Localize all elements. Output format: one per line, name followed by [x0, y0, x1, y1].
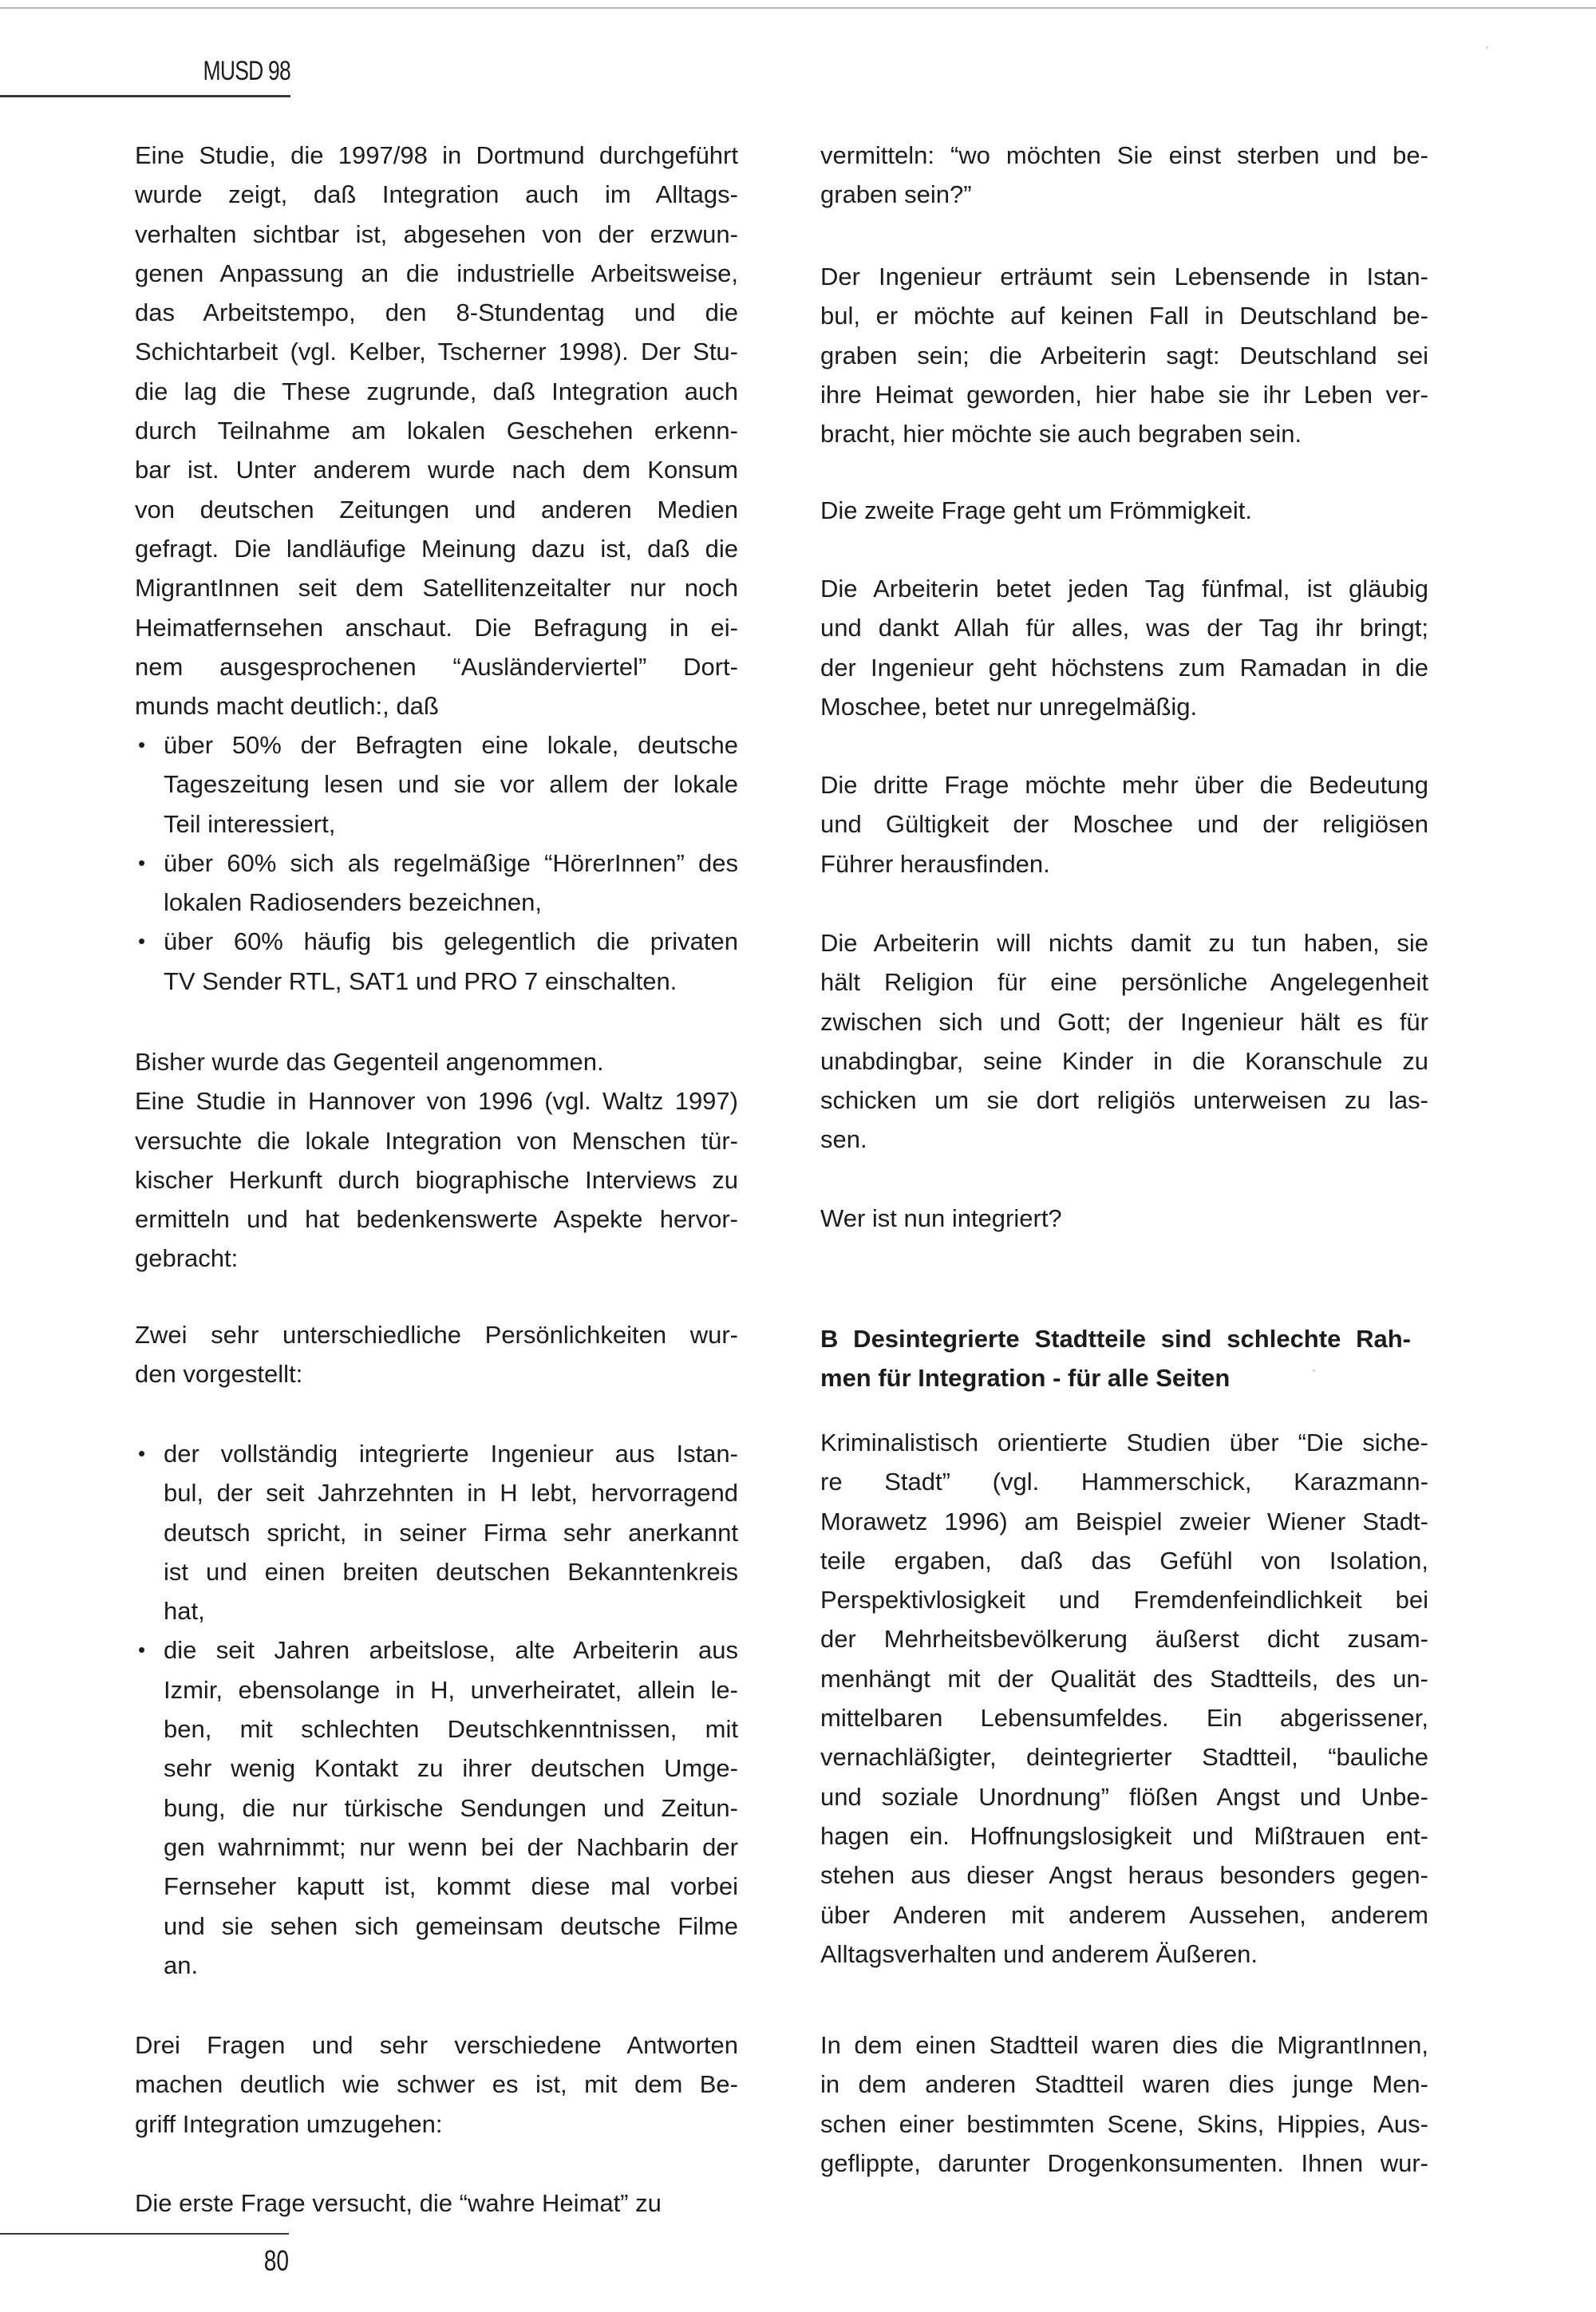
bullet-item	[135, 922, 738, 1001]
text-line: wurde zeigt, daß Integration auch im Alltags-	[135, 180, 738, 209]
text-line: schen einer bestimmten Scene, Skins, Hippies, Aus-	[820, 2109, 1428, 2138]
text-line: von deutschen Zeitungen und anderen Medien	[135, 495, 738, 524]
text-line: TV Sender RTL, SAT1 und PRO 7 einschalten.	[164, 966, 678, 995]
text-line: versuchte die lokale Integration von Menschen tür-	[135, 1126, 738, 1155]
text-line: und soziale Unordnung” flößen Angst und Unbe-	[820, 1782, 1428, 1811]
right-paragraph-7	[820, 1199, 1428, 1238]
text-line: bracht, hier möchte sie auch begraben sein.	[820, 420, 1302, 449]
text-line: über 60% sich als regelmäßige “HörerInnen” des	[164, 848, 738, 877]
text-line: machen deutlich wie schwer es ist, mit dem Be-	[135, 2070, 738, 2099]
left-paragraph-2	[135, 1042, 738, 1279]
text-line: an.	[164, 1950, 199, 1979]
left-paragraph-5	[135, 2184, 738, 2223]
text-line: kischer Herkunft durch biographische Interviews zu	[135, 1165, 738, 1194]
bullet-icon: •	[138, 1441, 146, 1465]
text-line: Schichtarbeit (vgl. Kelber, Tscherner 1998). Der Stu-	[135, 338, 738, 366]
text-line: nem ausgesprochenen “Ausländerviertel” Dort-	[135, 652, 738, 681]
text-line: Alltagsverhalten und anderem Äußeren.	[820, 1939, 1258, 1968]
text-line: In dem einen Stadtteil waren dies die MigrantInnen,	[820, 2031, 1428, 2059]
text-line: in dem anderen Stadtteil waren dies junge Men-	[820, 2070, 1428, 2099]
bullet-icon: •	[138, 929, 146, 954]
text-line: Perspektivlosigkeit und Fremdenfeindlichkeit bei	[820, 1586, 1428, 1614]
right-paragraph-2	[820, 257, 1428, 453]
text-line: Eine Studie in Hannover von 1996 (vgl. Waltz 1997)	[135, 1087, 738, 1116]
left-paragraph-1	[135, 136, 738, 725]
text-line: bul, er möchte auf keinen Fall in Deutschland be-	[820, 302, 1428, 330]
text-line: genen Anpassung an die industrielle Arbeitsweise,	[135, 259, 738, 287]
text-line: der vollständig integrierte Ingenieur aus Istan-	[164, 1440, 738, 1468]
text-line: ist und einen breiten deutschen Bekanntenkreis	[164, 1557, 738, 1586]
page-number: 80	[263, 2244, 289, 2277]
text-line: MigrantInnen seit dem Satellitenzeitalter nur noch	[135, 574, 738, 603]
text-line: mittelbaren Lebensumfeldes. Ein abgerissener,	[820, 1704, 1428, 1733]
text-line: die seit Jahren arbeitslose, alte Arbeiterin aus	[164, 1636, 738, 1665]
text-line: Die zweite Frage geht um Frömmigkeit.	[820, 496, 1252, 524]
text-line: ben, mit schlechten Deutschkenntnissen, mit	[164, 1715, 738, 1744]
scan-speck	[1313, 1369, 1315, 1372]
right-paragraph-6	[820, 923, 1428, 1160]
bullet-item	[135, 844, 738, 923]
text-line: Eine Studie, die 1997/98 in Dortmund durchgeführt	[135, 141, 738, 169]
left-bullet-list-2	[135, 1434, 738, 1985]
text-line: ihre Heimat geworden, hier habe sie ihr Leben ver-	[820, 380, 1428, 409]
text-line: vernachläßigter, deintegrierter Stadtteil, “bauliche	[820, 1743, 1428, 1772]
bullet-item	[135, 1630, 738, 1985]
scan-top-edge	[0, 7, 1596, 9]
bullet-icon: •	[138, 1638, 146, 1662]
bullet-icon: •	[138, 733, 146, 757]
right-paragraph-1	[820, 136, 1428, 215]
text-line: sehr wenig Kontakt zu ihrer deutschen Umge-	[164, 1754, 738, 1783]
text-line: men für Integration - für alle Seiten	[820, 1364, 1231, 1393]
text-line: teile ergaben, daß das Gefühl von Isolation,	[820, 1546, 1428, 1575]
text-line: Morawetz 1996) am Beispiel zweier Wiener Stadt-	[820, 1507, 1428, 1535]
right-paragraph-8	[820, 1423, 1428, 1974]
text-line: munds macht deutlich:, daß	[135, 692, 439, 721]
text-line: bung, die nur türkische Sendungen und Zeitun-	[164, 1793, 738, 1822]
text-line: Wer ist nun integriert?	[820, 1204, 1062, 1232]
text-line: und sie sehen sich gemeinsam deutsche Filme	[164, 1911, 738, 1940]
text-line: gebracht:	[135, 1244, 239, 1273]
text-line: und dankt Allah für alles, was der Tag ihr bringt;	[820, 614, 1428, 642]
text-line: Bisher wurde das Gegenteil angenommen.	[135, 1048, 604, 1076]
text-line: unabdingbar, seine Kinder in die Koranschule zu	[820, 1046, 1428, 1075]
left-paragraph-3	[135, 1315, 738, 1394]
bullet-item	[135, 725, 738, 844]
scan-speck	[1486, 46, 1488, 49]
running-head: MUSD 98	[203, 56, 290, 86]
text-line: stehen aus dieser Angst heraus besonders gegen-	[820, 1861, 1428, 1890]
text-line: Die dritte Frage möchte mehr über die Bedeutung	[820, 771, 1428, 799]
text-line: B Desintegrierte Stadtteile sind schlechte Rah-	[820, 1325, 1411, 1353]
text-line: hagen ein. Hoffnungslosigkeit und Mißtrauen ent-	[820, 1821, 1428, 1850]
text-line: Zwei sehr unterschiedliche Persönlichkeiten wur-	[135, 1321, 738, 1349]
text-line: die lag die These zugrunde, daß Integration auch	[135, 377, 738, 405]
left-paragraph-4	[135, 2025, 738, 2144]
text-line: Die Arbeiterin betet jeden Tag fünfmal, ist gläubig	[820, 575, 1428, 603]
text-line: der Mehrheitsbevölkerung äußerst dicht zusam-	[820, 1625, 1428, 1654]
text-line: griff Integration umzugehen:	[135, 2109, 443, 2138]
text-line: Die erste Frage versucht, die “wahre Heimat” zu	[135, 2189, 662, 2217]
text-line: Tageszeitung lesen und sie vor allem der lokale	[164, 770, 738, 799]
text-line: zwischen sich und Gott; der Ingenieur hält es für	[820, 1007, 1428, 1036]
text-line: über 60% häufig bis gelegentlich die privaten	[164, 927, 738, 956]
bullet-item	[135, 1434, 738, 1630]
text-line: der Ingenieur geht höchstens zum Ramadan in die	[820, 653, 1428, 682]
footer-rule	[0, 2233, 289, 2235]
text-line: den vorgestellt:	[135, 1360, 303, 1389]
section-heading-b	[820, 1319, 1411, 1398]
text-line: bar ist. Unter anderem wurde nach dem Konsum	[135, 456, 738, 484]
text-line: das Arbeitstempo, den 8-Stundentag und die	[135, 298, 738, 327]
text-line: Kriminalistisch orientierte Studien über “Die siche-	[820, 1429, 1428, 1456]
text-line: Heimatfernsehen anschaut. Die Befragung in ei-	[135, 613, 738, 642]
text-line: geflippte, darunter Drogenkonsumenten. Ihnen wur-	[820, 2148, 1428, 2177]
text-line: bul, der seit Jahrzehnten in H lebt, hervorragend	[164, 1479, 738, 1508]
text-line: vermitteln: “wo möchten Sie einst sterben und be-	[820, 141, 1428, 169]
right-paragraph-5	[820, 765, 1428, 883]
text-line: Izmir, ebensolange in H, unverheiratet, allein le-	[164, 1675, 738, 1704]
text-line: graben sein?”	[820, 180, 972, 209]
text-line: Führer herausfinden.	[820, 849, 1050, 878]
text-line: sen.	[820, 1125, 867, 1154]
bullet-icon: •	[138, 850, 146, 875]
text-line: deutsch spricht, in seiner Firma sehr anerkannt	[164, 1518, 738, 1547]
text-line: schicken um sie dort religiös unterweisen zu las-	[820, 1086, 1428, 1115]
text-line: ermitteln und hat bedenkenswerte Aspekte hervor-	[135, 1205, 738, 1234]
right-paragraph-9	[820, 2025, 1428, 2183]
text-line: lokalen Radiosenders bezeichnen,	[164, 888, 542, 917]
text-line: und Gültigkeit der Moschee und der religiösen	[820, 810, 1428, 839]
text-line: Moschee, betet nur unregelmäßig.	[820, 692, 1198, 721]
text-line: verhalten sichtbar ist, abgesehen von der erzwun-	[135, 219, 738, 248]
text-line: hält Religion für eine persönliche Angelegenheit	[820, 968, 1428, 997]
text-line: re Stadt” (vgl. Hammerschick, Karazmann-	[820, 1468, 1428, 1496]
text-line: Die Arbeiterin will nichts damit zu tun haben, sie	[820, 929, 1428, 957]
text-line: durch Teilnahme am lokalen Geschehen erkenn-	[135, 417, 738, 445]
text-line: Teil interessiert,	[164, 809, 336, 838]
text-line: menhängt mit der Qualität des Stadtteils, des un-	[820, 1664, 1428, 1693]
text-line: Fernseher kaputt ist, kommt diese mal vorbei	[164, 1872, 738, 1901]
text-line: Drei Fragen und sehr verschiedene Antworten	[135, 2031, 738, 2059]
text-line: über 50% der Befragten eine lokale, deutsche	[164, 731, 738, 759]
header-rule	[0, 95, 290, 97]
left-bullet-list-1	[135, 725, 738, 1001]
text-line: gen wahrnimmt; nur wenn bei der Nachbarin der	[164, 1832, 738, 1861]
right-paragraph-4	[820, 569, 1428, 726]
text-line: Der Ingenieur erträumt sein Lebensende in Istan-	[820, 263, 1428, 290]
right-paragraph-3	[820, 491, 1428, 530]
text-line: über Anderen mit anderem Aussehen, anderem	[820, 1900, 1428, 1929]
text-line: hat,	[164, 1597, 205, 1626]
text-line: gefragt. Die landläufige Meinung dazu ist, daß die	[135, 534, 738, 563]
text-line: graben sein; die Arbeiterin sagt: Deutschland sei	[820, 341, 1428, 370]
